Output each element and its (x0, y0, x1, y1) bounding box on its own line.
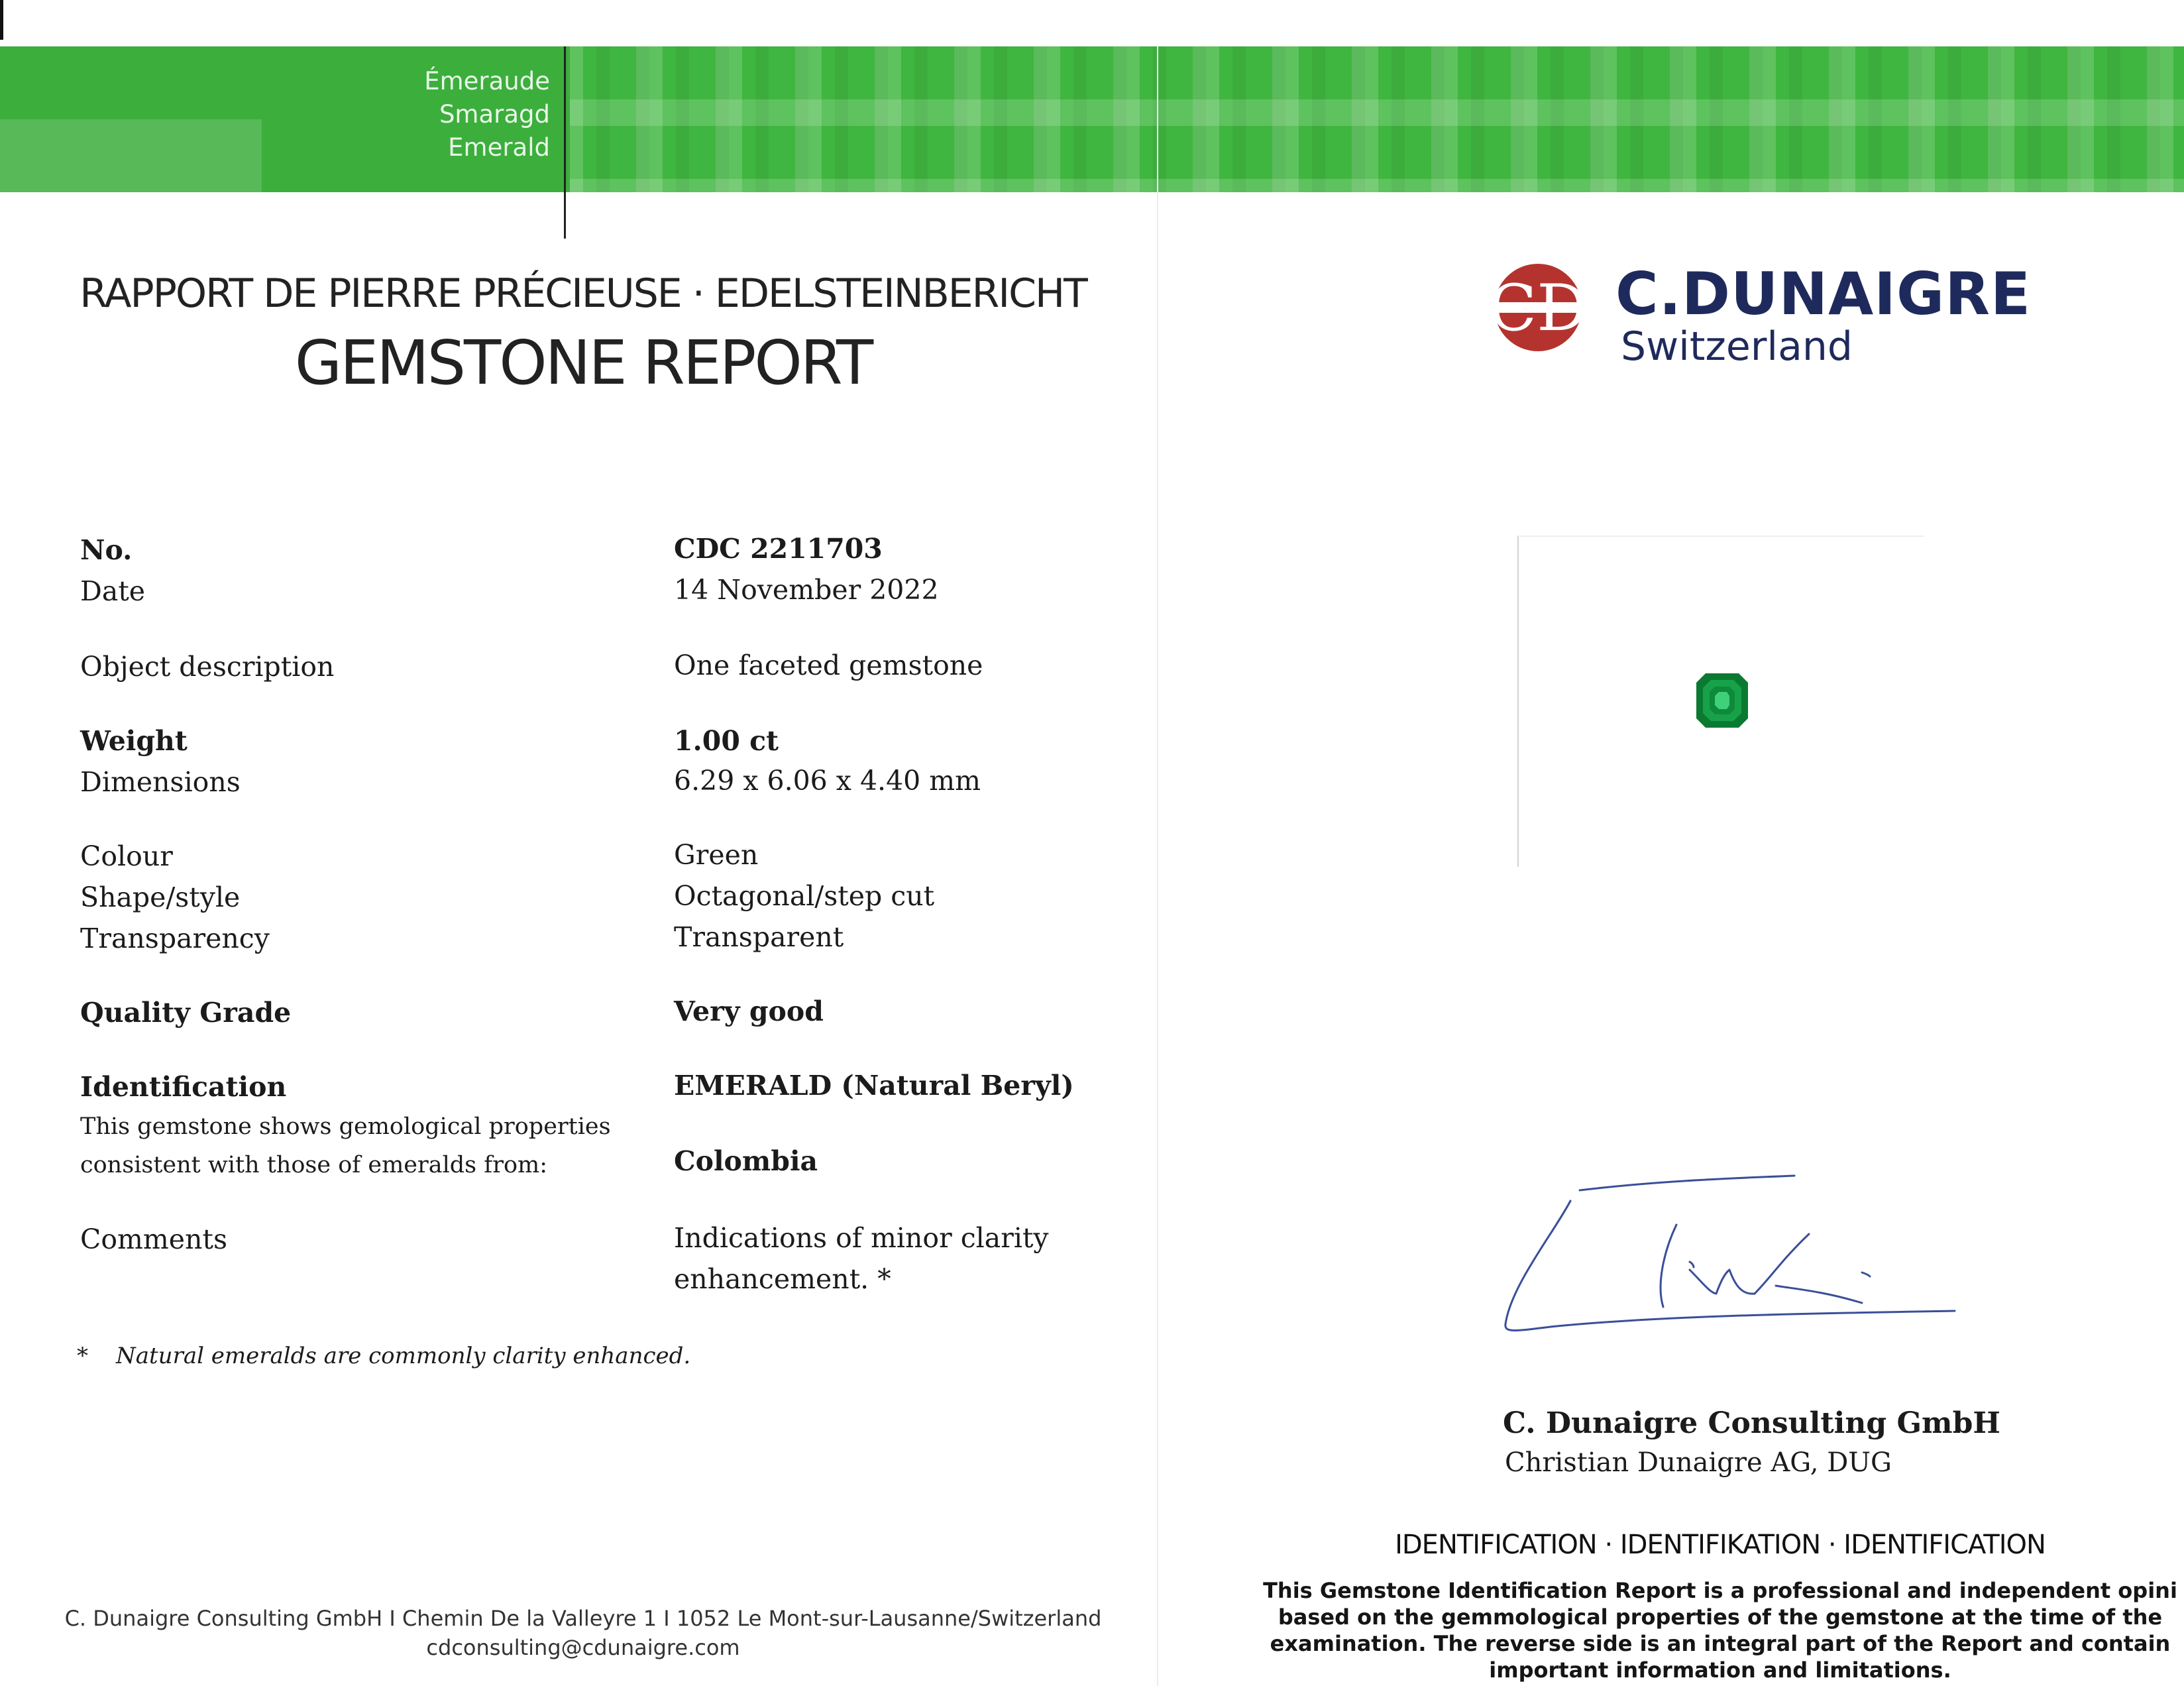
company-address (0, 1604, 1166, 1662)
quality-grade-label: Quality Grade (80, 997, 292, 1029)
brand-country: Switzerland (1621, 323, 1853, 370)
gem-name-german: Smaragd (439, 100, 550, 129)
identification-note-line1: This gemstone shows gemological properties (80, 1113, 611, 1140)
gem-name-english: Emerald (448, 133, 550, 162)
handwritten-signature (1491, 1153, 1981, 1378)
footnote-marker: * (77, 1343, 88, 1369)
report-subtitle: RAPPORT DE PIERRE PRÉCIEUSE · EDELSTEINBERICHT (80, 270, 1087, 317)
scan-edge-mark (0, 0, 3, 40)
identification-banner: IDENTIFICATION · IDENTIFIKATION · IDENTIFICATION (1395, 1530, 2046, 1560)
comments-value-line2: enhancement. * (674, 1263, 891, 1295)
identification-value: EMERALD (Natural Beryl) (674, 1070, 1074, 1101)
colour-label: Colour (80, 840, 173, 872)
date-label: Date (80, 575, 146, 607)
date-value: 14 November 2022 (674, 574, 939, 606)
address-line: C. Dunaigre Consulting GmbH I Chemin De la Valleyre 1 I 1052 Le Mont-sur-Lausanne/Switzerland (64, 1606, 1102, 1631)
transparency-value: Transparent (674, 921, 844, 953)
dimensions-label: Dimensions (80, 766, 241, 798)
colour-value: Green (674, 839, 759, 871)
gem-name-french: Émeraude (424, 67, 550, 95)
report-number-label: No. (80, 534, 133, 566)
report-number-value: CDC 2211703 (674, 533, 883, 565)
identification-label: Identification (80, 1071, 287, 1103)
cd-logo-icon (1488, 261, 1588, 354)
logo-initials: CD (1488, 271, 1588, 345)
comments-label: Comments (80, 1223, 227, 1255)
green-header-accent-block (0, 119, 262, 192)
emerald-gem-icon (1696, 673, 1748, 728)
email-address: cdconsulting@cdunaigre.com (426, 1635, 740, 1660)
brand-name: C.DUNAIGRE (1615, 260, 2032, 328)
object-description-label: Object description (80, 651, 335, 683)
shape-style-label: Shape/style (80, 881, 241, 913)
signatory-name: Christian Dunaigre AG, DUG (1505, 1447, 1892, 1478)
gem-names-multilingual (424, 65, 550, 164)
report-title: GEMSTONE REPORT (294, 327, 872, 398)
footnote (77, 1343, 690, 1369)
identification-note-line2: consistent with those of emeralds from: (80, 1152, 547, 1178)
comments-value-line1: Indications of minor clarity (674, 1222, 1049, 1254)
dimensions-value: 6.29 x 6.06 x 4.40 mm (674, 765, 981, 797)
signatory-company: C. Dunaigre Consulting GmbH (1503, 1406, 2000, 1440)
quality-grade-value: Very good (674, 995, 824, 1027)
shape-style-value: Octagonal/step cut (674, 880, 935, 912)
transparency-label: Transparency (80, 923, 270, 954)
disclaimer-text: This Gemstone Identification Report is a professional and independent opini based on the gemmological properties of the gemstone at the time of the examination. The reverse side is an integral part of the Report and contain important information and limitations. (1263, 1578, 2177, 1683)
origin-value: Colombia (674, 1145, 818, 1177)
footnote-text: Natural emeralds are commonly clarity enhanced. (116, 1343, 691, 1369)
weight-value: 1.00 ct (674, 725, 779, 757)
header-divider-line (564, 46, 566, 239)
object-description-value: One faceted gemstone (674, 649, 983, 681)
weight-label: Weight (80, 725, 188, 757)
